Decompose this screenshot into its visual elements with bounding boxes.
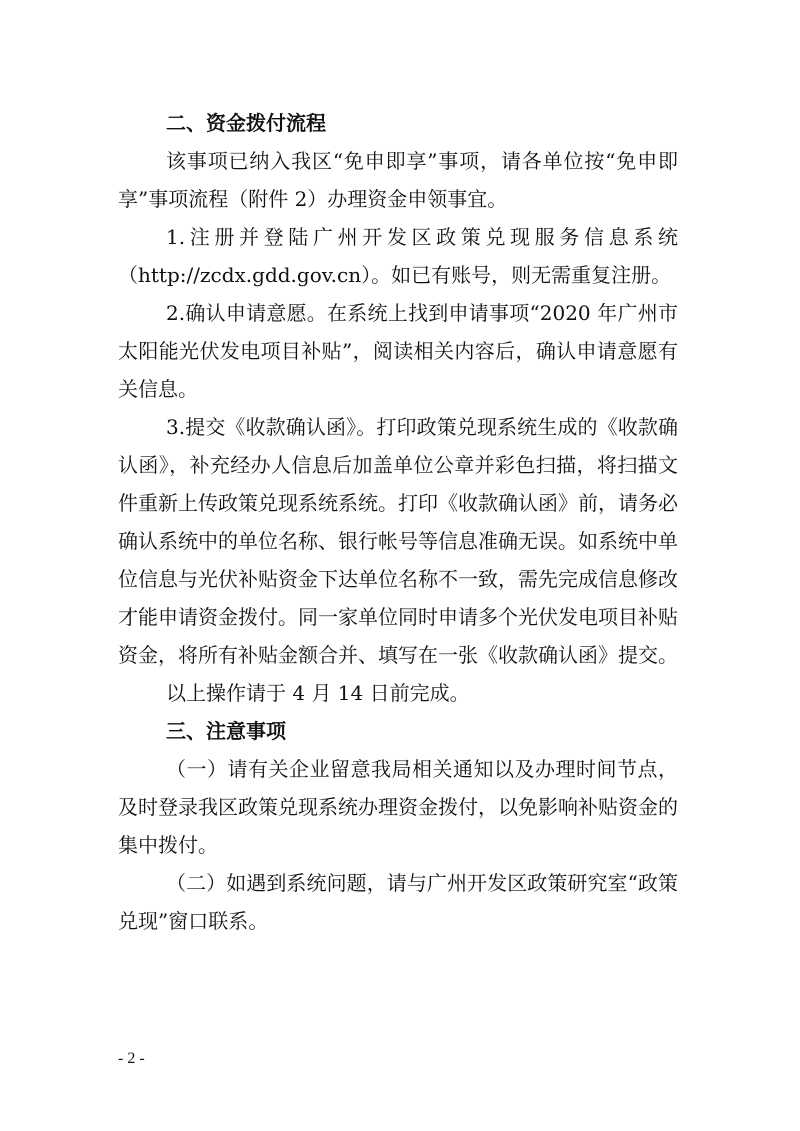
step-3-paragraph: 3.提交《收款确认函》。打印政策兑现系统生成的《收款确认函》，补充经办人信息后加盖单位公章并彩色扫描，将扫描文件重新上传政策兑现系统系统。打印《收款确认函》前，请务必确认系统中的单位名称、银行帐号等信息准确无误。如系统中单位信息与光伏补贴资金下达单位名称不一致，需先完成信息修改才能申请资金拨付。同一家单位同时申请多个光伏发电项目补贴资金，将所有补贴金额合并、填写在一张《收款确认函》提交。 — [118, 415, 678, 667]
notice-item-2: （二）如遇到系统问题，请与广州开发区政策研究室“政策兑现”窗口联系。 — [118, 871, 678, 933]
page-number: - 2 - — [118, 1050, 145, 1067]
section-2-intro: 该事项已纳入我区“免申即享”事项，请各单位按“免申即享”事项流程（附件 2）办理资金申领事宜。 — [118, 149, 678, 211]
deadline-paragraph: 以上操作请于 4 月 14 日前完成。 — [166, 681, 470, 705]
step-2-paragraph: 2.确认申请意愿。在系统上找到申请事项“2020 年广州市太阳能光伏发电项目补贴”，阅读相关内容后，确认申请意愿有关信息。 — [118, 301, 678, 401]
notice-item-1: （一）请有关企业留意我局相关通知以及办理时间节点，及时登录我区政策兑现系统办理资金拨付，以免影响补贴资金的集中拨付。 — [118, 757, 678, 857]
document-body — [118, 104, 678, 940]
step-1-paragraph: 1.注册并登陆广州开发区政策兑现服务信息系统（http://zcdx.gdd.gov.cn）。如已有账号，则无需重复注册。 — [118, 225, 678, 287]
section-2-heading: 二、资金拨付流程 — [166, 111, 326, 135]
section-3-heading: 三、注意事项 — [166, 719, 286, 743]
